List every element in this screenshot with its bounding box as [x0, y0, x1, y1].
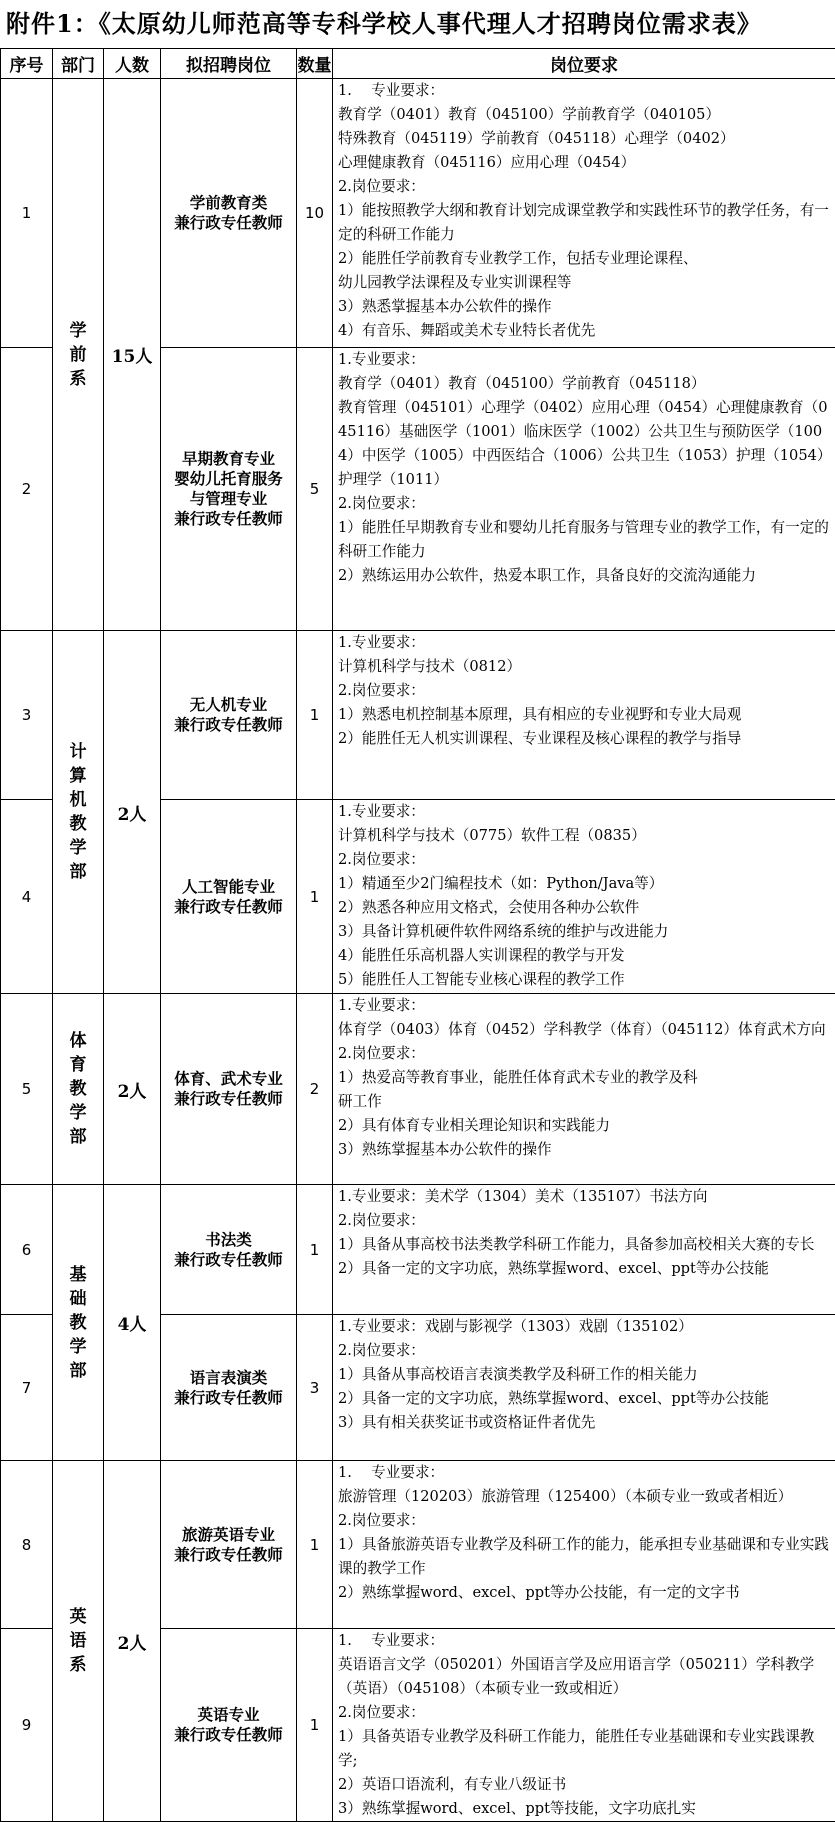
requirement-line: 1.专业要求： — [338, 800, 832, 824]
requirements-cell — [333, 1461, 835, 1629]
position-line: 语言表演类 — [161, 1368, 296, 1388]
requirement-line: 4）有音乐、舞蹈或美术专业特长者优先 — [338, 319, 832, 343]
count-cell: 1 — [297, 1461, 333, 1629]
department-name: 体育教学部 — [69, 1029, 88, 1149]
requirement-line: 2.岗位要求： — [338, 1042, 832, 1066]
requirements-cell — [333, 631, 835, 800]
requirement-line: 2.岗位要求： — [338, 492, 832, 516]
requirement-line: 1. 专业要求： — [338, 1629, 832, 1653]
department-cell — [53, 1461, 104, 1822]
row-index: 4 — [1, 800, 53, 994]
count-cell: 5 — [297, 348, 333, 631]
position-line: 与管理专业 — [161, 489, 296, 509]
requirement-line: 2.岗位要求： — [338, 679, 832, 703]
department-name: 学前系 — [69, 319, 88, 391]
department-name: 英语系 — [69, 1605, 88, 1677]
requirements-cell — [333, 1185, 835, 1315]
requirement-line: 1）热爱高等教育事业，能胜任体育武术专业的教学及科 — [338, 1066, 832, 1090]
row-index: 3 — [1, 631, 53, 800]
requirement-line: 2）熟练运用办公软件，热爱本职工作，具备良好的交流沟通能力 — [338, 564, 832, 588]
row-index: 9 — [1, 1629, 53, 1822]
row-index: 8 — [1, 1461, 53, 1629]
requirement-line: 2.岗位要求： — [338, 848, 832, 872]
requirement-line: 2）具有体育专业相关理论知识和实践能力 — [338, 1114, 832, 1138]
position-line: 兼行政专任教师 — [161, 1388, 296, 1408]
requirements-cell — [333, 1315, 835, 1461]
department-cell — [53, 631, 104, 994]
position-line: 兼行政专任教师 — [161, 1725, 296, 1745]
requirement-line: 特殊教育（045119）学前教育（045118）心理学（0402） — [338, 127, 832, 151]
position-cell — [161, 800, 297, 994]
position-cell — [161, 994, 297, 1185]
requirement-line: 教育管理（045101）心理学（0402）应用心理（0454）心理健康教育（045116）基础医学（1001）临床医学（1002）公共卫生与预防医学（1004）中医学（1005）中西医结合（1006）公共卫生（1053）护理（1054）护理学（1011） — [338, 396, 832, 492]
position-line: 体育、武术专业 — [161, 1069, 296, 1089]
position-line: 英语专业 — [161, 1705, 296, 1725]
requirement-line: 2）具备一定的文字功底，熟练掌握word、excel、ppt等办公技能 — [338, 1257, 832, 1281]
position-line: 兼行政专任教师 — [161, 1250, 296, 1270]
job-requirements-table — [0, 48, 835, 1822]
requirement-line: 4）能胜任乐高机器人实训课程的教学与开发 — [338, 944, 832, 968]
header-people: 人数 — [104, 49, 161, 79]
row-index: 1 — [1, 79, 53, 348]
position-line: 人工智能专业 — [161, 877, 296, 897]
requirement-line: 英语语言文学（050201）外国语言学及应用语言学（050211）学科教学（英语）（045108）（本硕专业一致或相近） — [338, 1653, 832, 1701]
position-line: 书法类 — [161, 1230, 296, 1250]
row-index: 5 — [1, 994, 53, 1185]
people-cell: 2人 — [104, 1461, 161, 1822]
position-cell — [161, 1315, 297, 1461]
requirement-line: 体育学（0403）体育（0452）学科教学（体育）（045112）体育武术方向 — [338, 1018, 832, 1042]
requirement-line: 3）熟练掌握基本办公软件的操作 — [338, 1138, 832, 1162]
row-index: 7 — [1, 1315, 53, 1461]
header-department: 部门 — [53, 49, 104, 79]
requirement-line: 1）具备英语专业教学及科研工作能力，能胜任专业基础课和专业实践课教学; — [338, 1725, 832, 1773]
requirement-line: 1）熟悉电机控制基本原理，具有相应的专业视野和专业大局观 — [338, 703, 832, 727]
requirements-cell — [333, 1629, 835, 1822]
requirement-line: 1）具备从事高校语言表演类教学及科研工作的相关能力 — [338, 1363, 832, 1387]
department-name: 基础教学部 — [69, 1263, 88, 1383]
requirement-line: 1.专业要求： — [338, 631, 832, 655]
requirement-line: 1.专业要求： — [338, 994, 832, 1018]
position-cell — [161, 79, 297, 348]
requirement-line: 3）熟悉掌握基本办公软件的操作 — [338, 295, 832, 319]
requirement-line: 1.专业要求： — [338, 348, 832, 372]
requirement-line: 2.岗位要求： — [338, 1701, 832, 1725]
requirement-line: 2.岗位要求： — [338, 175, 832, 199]
position-line: 早期教育专业 — [161, 449, 296, 469]
requirement-line: 2.岗位要求： — [338, 1509, 832, 1533]
position-line: 旅游英语专业 — [161, 1525, 296, 1545]
requirement-line: 1.专业要求：戏剧与影视学（1303）戏剧（135102） — [338, 1315, 832, 1339]
people-cell: 2人 — [104, 994, 161, 1185]
requirement-line: 计算机科学与技术（0812） — [338, 655, 832, 679]
document-title: 附件1：《太原幼儿师范高等专科学校人事代理人才招聘岗位需求表》 — [0, 0, 835, 48]
table-header-row — [1, 49, 835, 79]
requirements-cell — [333, 994, 835, 1185]
position-cell — [161, 631, 297, 800]
count-cell: 1 — [297, 1185, 333, 1315]
table-row — [1, 1185, 835, 1315]
position-line: 婴幼儿托育服务 — [161, 469, 296, 489]
count-cell: 1 — [297, 800, 333, 994]
position-line: 学前教育类 — [161, 193, 296, 213]
requirement-line: 旅游管理（120203）旅游管理（125400）（本硕专业一致或者相近） — [338, 1485, 832, 1509]
people-cell: 4人 — [104, 1185, 161, 1461]
count-cell: 1 — [297, 631, 333, 800]
requirement-line: 教育学（0401）教育（045100）学前教育学（040105） — [338, 103, 832, 127]
requirement-line: 2.岗位要求： — [338, 1339, 832, 1363]
requirement-line: 1）精通至少2门编程技术（如：Python/Java等） — [338, 872, 832, 896]
position-cell — [161, 348, 297, 631]
requirement-line: 2）具备一定的文字功底，熟练掌握word、excel、ppt等办公技能 — [338, 1387, 832, 1411]
requirement-line: 教育学（0401）教育（045100）学前教育（045118） — [338, 372, 832, 396]
position-cell — [161, 1629, 297, 1822]
department-name: 计算机教学部 — [69, 740, 88, 884]
requirement-line: 2）熟练掌握word、excel、ppt等办公技能，有一定的文字书 — [338, 1581, 832, 1605]
requirement-line: 计算机科学与技术（0775）软件工程（0835） — [338, 824, 832, 848]
requirement-line: 1）能按照教学大纲和教育计划完成课堂教学和实践性环节的教学任务，有一定的科研工作能力 — [338, 199, 832, 247]
header-index: 序号 — [1, 49, 53, 79]
header-count: 数量 — [297, 49, 333, 79]
count-cell: 1 — [297, 1629, 333, 1822]
requirements-cell — [333, 348, 835, 631]
row-index: 2 — [1, 348, 53, 631]
position-line: 无人机专业 — [161, 695, 296, 715]
table-row — [1, 1461, 835, 1629]
position-line: 兼行政专任教师 — [161, 1089, 296, 1109]
requirement-line: 5）能胜任人工智能专业核心课程的教学工作 — [338, 968, 832, 992]
requirement-line: 1.专业要求：美术学（1304）美术（135107）书法方向 — [338, 1185, 832, 1209]
row-index: 6 — [1, 1185, 53, 1315]
requirement-line: 2）英语口语流利，有专业八级证书 — [338, 1773, 832, 1797]
requirement-line: 2.岗位要求： — [338, 1209, 832, 1233]
requirement-line: 3）具有相关获奖证书或资格证件者优先 — [338, 1411, 832, 1435]
count-cell: 2 — [297, 994, 333, 1185]
requirement-line: 1）具备旅游英语专业教学及科研工作的能力，能承担专业基础课和专业实践课的教学工作 — [338, 1533, 832, 1581]
table-row — [1, 79, 835, 348]
position-line: 兼行政专任教师 — [161, 715, 296, 735]
people-cell: 2人 — [104, 631, 161, 994]
requirement-line: 1. 专业要求： — [338, 79, 832, 103]
people-cell: 15人 — [104, 79, 161, 631]
header-position: 拟招聘岗位 — [161, 49, 297, 79]
header-requirements: 岗位要求 — [333, 49, 835, 79]
department-cell — [53, 1185, 104, 1461]
requirement-line: 幼儿园教学法课程及专业实训课程等 — [338, 271, 832, 295]
requirement-line: 1. 专业要求： — [338, 1461, 832, 1485]
position-cell — [161, 1185, 297, 1315]
position-line: 兼行政专任教师 — [161, 213, 296, 233]
requirement-line: 3）熟练掌握word、excel、ppt等技能，文字功底扎实 — [338, 1797, 832, 1821]
requirement-line: 1）具备从事高校书法类教学科研工作能力，具备参加高校相关大赛的专长 — [338, 1233, 832, 1257]
requirements-cell — [333, 800, 835, 994]
position-line: 兼行政专任教师 — [161, 1545, 296, 1565]
requirements-cell — [333, 79, 835, 348]
table-row — [1, 631, 835, 800]
count-cell: 3 — [297, 1315, 333, 1461]
requirement-line: 心理健康教育（045116）应用心理（0454） — [338, 151, 832, 175]
count-cell: 10 — [297, 79, 333, 348]
position-cell — [161, 1461, 297, 1629]
position-line: 兼行政专任教师 — [161, 509, 296, 529]
requirement-line: 3）具备计算机硬件软件网络系统的维护与改进能力 — [338, 920, 832, 944]
department-cell — [53, 994, 104, 1185]
table-row — [1, 994, 835, 1185]
requirement-line: 2）能胜任无人机实训课程、专业课程及核心课程的教学与指导 — [338, 727, 832, 751]
requirement-line: 研工作 — [338, 1090, 832, 1114]
requirement-line: 1）能胜任早期教育专业和婴幼儿托育服务与管理专业的教学工作，有一定的科研工作能力 — [338, 516, 832, 564]
department-cell — [53, 79, 104, 631]
position-line: 兼行政专任教师 — [161, 897, 296, 917]
requirement-line: 2）能胜任学前教育专业教学工作，包括专业理论课程、 — [338, 247, 832, 271]
requirement-line: 2）熟悉各种应用文格式，会使用各种办公软件 — [338, 896, 832, 920]
